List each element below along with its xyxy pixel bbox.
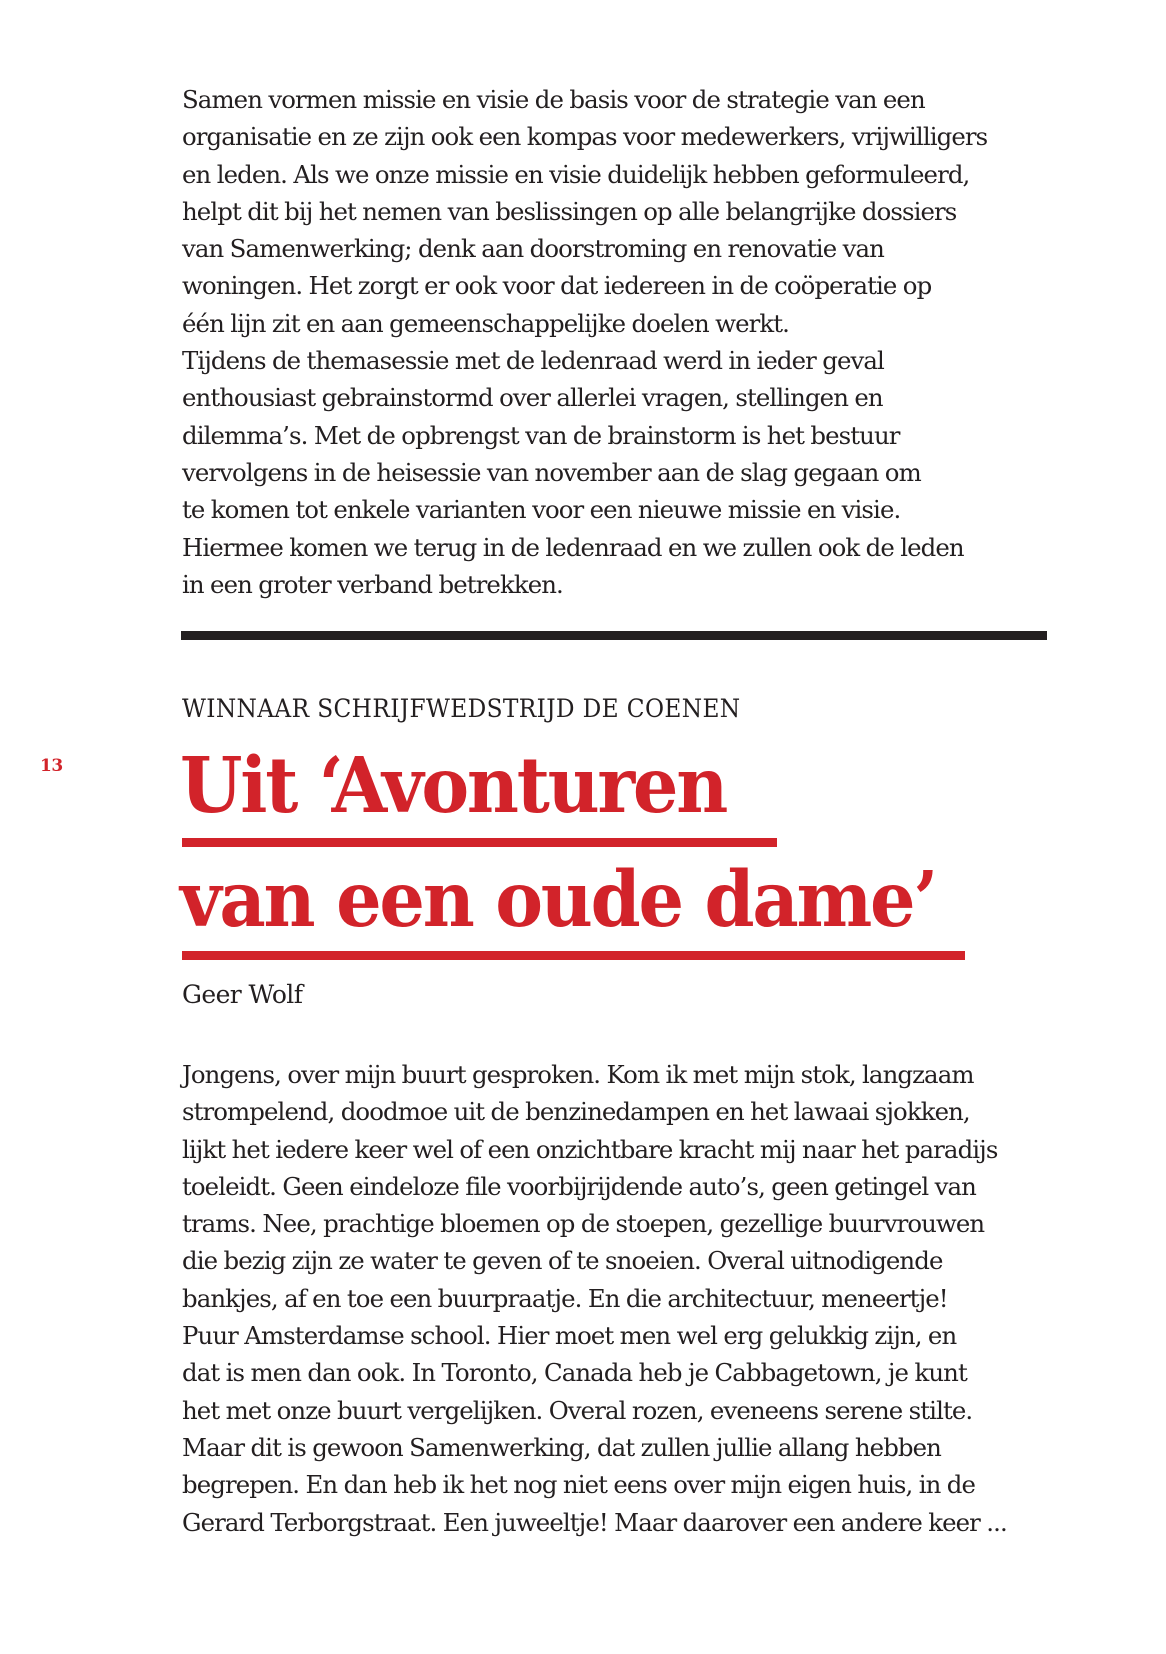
story-line: begrepen. En dan heb ik het nog niet eens over mijn eigen huis, in de (182, 1470, 976, 1500)
story-line: dat is men dan ook. In Toronto, Canada heb je Cabbagetown, je kunt (182, 1358, 967, 1388)
headline-line-1: Uit ‘Avonturen (180, 741, 727, 831)
story-line: bankjes, af en toe een buurpraatje. En die architectuur, meneertje! (182, 1283, 948, 1313)
story-line: trams. Nee, prachtige bloemen op de stoepen, gezellige buurvrouwen (182, 1209, 985, 1239)
intro-line: Tijdens de themasessie met de ledenraad werd in ieder geval (182, 346, 884, 376)
intro-line: Hiermee komen we terug in de ledenraad en we zullen ook de leden (182, 532, 964, 562)
section-divider (181, 631, 1047, 640)
story-line: Maar dit is gewoon Samenwerking, dat zullen jullie allang hebben (182, 1432, 941, 1462)
intro-line: in een groter verband betrekken. (182, 569, 563, 599)
story-line: Gerard Terborgstraat. Een juweeltje! Maar daarover een andere keer ... (182, 1507, 1007, 1537)
story-paragraph (182, 1056, 1062, 1541)
intro-line: dilemma’s. Met de opbrengst van de brainstorm is het bestuur (182, 420, 900, 450)
intro-line: en leden. Als we onze missie en visie duidelijk hebben geformuleerd, (182, 159, 970, 189)
story-line: Jongens, over mijn buurt gesproken. Kom ik met mijn stok, langzaam (182, 1060, 974, 1089)
headline-underline-1 (182, 838, 777, 847)
story-line: toeleidt. Geen eindeloze file voorbijrijdende auto’s, geen getingel van (182, 1171, 976, 1201)
article-author: Geer Wolf (182, 980, 303, 1009)
intro-line: van Samenwerking; denk aan doorstroming en renovatie van (182, 234, 884, 264)
intro-line: organisatie en ze zijn ook een kompas voor medewerkers, vrijwilligers (182, 122, 988, 152)
page-number: 13 (40, 756, 63, 776)
headline-line-2: van een oude dame’ (180, 855, 937, 945)
intro-line: helpt dit bij het nemen van beslissingen op alle belangrijke dossiers (182, 196, 957, 226)
story-line: lijkt het iedere keer wel of een onzichtbare kracht mij naar het paradijs (182, 1134, 998, 1164)
intro-paragraph (182, 81, 1062, 603)
intro-line: Samen vormen missie en visie de basis voor de strategie van een (182, 85, 925, 114)
headline-underline-2 (182, 951, 965, 960)
intro-line: te komen tot enkele varianten voor een nieuwe missie en visie. (182, 495, 901, 525)
story-line: Puur Amsterdamse school. Hier moet men wel erg gelukkig zijn, en (182, 1321, 957, 1351)
intro-line: woningen. Het zorgt er ook voor dat iedereen in de coöperatie op (182, 271, 932, 301)
intro-line: vervolgens in de heisessie van november aan de slag gegaan om (182, 457, 921, 487)
story-line: die bezig zijn ze water te geven of te snoeien. Overal uitnodigende (182, 1246, 943, 1276)
story-line: het met onze buurt vergelijken. Overal rozen, eveneens serene stilte. (182, 1395, 973, 1425)
intro-line: enthousiast gebrainstormd over allerlei vragen, stellingen en (182, 383, 883, 413)
intro-line: één lijn zit en aan gemeenschappelijke doelen werkt. (182, 308, 790, 338)
article-kicker: WINNAAR SCHRIJFWEDSTRIJD DE COENEN (182, 694, 741, 723)
story-line: strompelend, doodmoe uit de benzinedampen en het lawaai sjokken, (182, 1097, 970, 1127)
